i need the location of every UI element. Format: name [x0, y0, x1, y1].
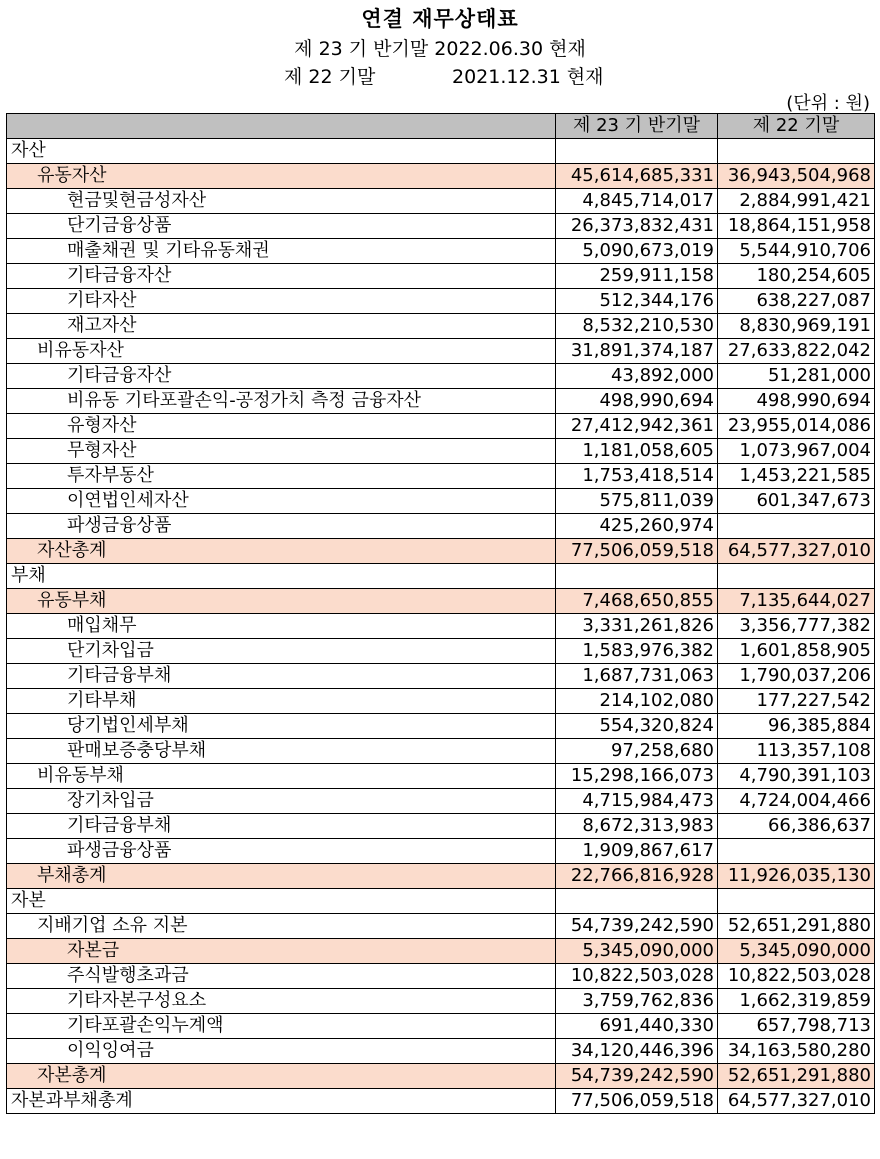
table-row	[7, 239, 875, 264]
account-label: 기타금융자산	[7, 364, 556, 389]
prior-period-value: 1,790,037,206	[718, 664, 875, 689]
current-period-value: 15,298,166,073	[556, 764, 718, 789]
account-label: 기타자본구성요소	[7, 989, 556, 1014]
prior-period-value: 51,281,000	[718, 364, 875, 389]
current-period-value: 214,102,080	[556, 689, 718, 714]
account-label: 파생금융상품	[7, 839, 556, 864]
table-row	[7, 814, 875, 839]
current-period-value: 10,822,503,028	[556, 964, 718, 989]
account-label: 이익잉여금	[7, 1039, 556, 1064]
table-row	[7, 839, 875, 864]
account-label: 단기차입금	[7, 639, 556, 664]
statement-title: 연결 재무상태표	[361, 7, 519, 31]
current-period-value: 31,891,374,187	[556, 339, 718, 364]
current-period-value: 5,345,090,000	[556, 939, 718, 964]
table-row	[7, 164, 875, 189]
balance-sheet-table	[6, 113, 875, 1114]
current-period-value: 8,672,313,983	[556, 814, 718, 839]
table-row	[7, 539, 875, 564]
table-row	[7, 1039, 875, 1064]
current-period-value: 27,412,942,361	[556, 414, 718, 439]
current-period-value: 425,260,974	[556, 514, 718, 539]
prior-period-value: 64,577,327,010	[718, 1089, 875, 1114]
current-period-value: 1,909,867,617	[556, 839, 718, 864]
prior-period-value: 5,345,090,000	[718, 939, 875, 964]
table-row	[7, 189, 875, 214]
account-label: 파생금융상품	[7, 514, 556, 539]
account-label: 자산	[7, 139, 556, 164]
table-row	[7, 564, 875, 589]
prior-period-value: 657,798,713	[718, 1014, 875, 1039]
prior-period-value: 66,386,637	[718, 814, 875, 839]
account-label: 이연법인세자산	[7, 489, 556, 514]
table-row	[7, 914, 875, 939]
current-period-value: 54,739,242,590	[556, 1064, 718, 1089]
account-label: 부채총계	[7, 864, 556, 889]
prior-period-value: 18,864,151,958	[718, 214, 875, 239]
current-period-value: 1,583,976,382	[556, 639, 718, 664]
account-label: 지배기업 소유 지본	[7, 914, 556, 939]
prior-period-value: 1,662,319,859	[718, 989, 875, 1014]
table-row	[7, 939, 875, 964]
account-label: 판매보증충당부채	[7, 739, 556, 764]
current-period-value: 77,506,059,518	[556, 539, 718, 564]
prior-period-value: 7,135,644,027	[718, 589, 875, 614]
table-row	[7, 439, 875, 464]
current-period-value: 3,331,261,826	[556, 614, 718, 639]
prior-period-value: 23,955,014,086	[718, 414, 875, 439]
current-period-value: 4,715,984,473	[556, 789, 718, 814]
table-row	[7, 364, 875, 389]
table-row	[7, 339, 875, 364]
current-period-value: 259,911,158	[556, 264, 718, 289]
current-period-value: 3,759,762,836	[556, 989, 718, 1014]
prior-period-value: 498,990,694	[718, 389, 875, 414]
table-row	[7, 714, 875, 739]
table-row	[7, 764, 875, 789]
period-current: 제 23 기 반기말 2022.06.30 현재	[294, 38, 586, 60]
prior-period-value: 4,790,391,103	[718, 764, 875, 789]
current-period-value: 512,344,176	[556, 289, 718, 314]
header-prior-period: 제 22 기말	[718, 114, 875, 139]
current-period-value	[556, 564, 718, 589]
prior-period-value: 1,601,858,905	[718, 639, 875, 664]
table-row	[7, 1064, 875, 1089]
account-label: 유형자산	[7, 414, 556, 439]
prior-period-value	[718, 889, 875, 914]
current-period-value: 77,506,059,518	[556, 1089, 718, 1114]
account-label: 자산총계	[7, 539, 556, 564]
table-row	[7, 1014, 875, 1039]
prior-period-value: 2,884,991,421	[718, 189, 875, 214]
account-label: 매출채권 및 기타유동채권	[7, 239, 556, 264]
account-label: 기타포괄손익누계액	[7, 1014, 556, 1039]
table-row	[7, 739, 875, 764]
prior-period-value: 52,651,291,880	[718, 1064, 875, 1089]
current-period-value	[556, 139, 718, 164]
table-row	[7, 864, 875, 889]
current-period-value: 43,892,000	[556, 364, 718, 389]
table-row	[7, 214, 875, 239]
current-period-value: 4,845,714,017	[556, 189, 718, 214]
current-period-value: 1,181,058,605	[556, 439, 718, 464]
prior-period-value: 4,724,004,466	[718, 789, 875, 814]
prior-period-value: 34,163,580,280	[718, 1039, 875, 1064]
prior-period-value: 3,356,777,382	[718, 614, 875, 639]
prior-period-value: 177,227,542	[718, 689, 875, 714]
prior-period-value: 8,830,969,191	[718, 314, 875, 339]
prior-period-value: 1,073,967,004	[718, 439, 875, 464]
account-label: 자본	[7, 889, 556, 914]
table-row	[7, 414, 875, 439]
current-period-value: 97,258,680	[556, 739, 718, 764]
prior-period-value	[718, 514, 875, 539]
account-label: 주식발행초과금	[7, 964, 556, 989]
table-row	[7, 314, 875, 339]
prior-period-value: 638,227,087	[718, 289, 875, 314]
account-label: 장기차입금	[7, 789, 556, 814]
current-period-value: 691,440,330	[556, 1014, 718, 1039]
current-period-value: 8,532,210,530	[556, 314, 718, 339]
current-period-value: 22,766,816,928	[556, 864, 718, 889]
prior-period-value	[718, 139, 875, 164]
account-label: 무형자산	[7, 439, 556, 464]
table-row	[7, 614, 875, 639]
account-label: 재고자산	[7, 314, 556, 339]
prior-period-value: 52,651,291,880	[718, 914, 875, 939]
table-row	[7, 464, 875, 489]
header-row	[7, 114, 875, 139]
table-row	[7, 689, 875, 714]
account-label: 단기금융상품	[7, 214, 556, 239]
table-row	[7, 514, 875, 539]
current-period-value	[556, 889, 718, 914]
table-row	[7, 264, 875, 289]
account-label: 자본과부채총계	[7, 1089, 556, 1114]
period-prior-label: 제 22 기말	[284, 66, 376, 88]
table-row	[7, 889, 875, 914]
table-row	[7, 139, 875, 164]
account-label: 유동자산	[7, 164, 556, 189]
prior-period-value: 11,926,035,130	[718, 864, 875, 889]
prior-period-value	[718, 564, 875, 589]
account-label: 비유동부채	[7, 764, 556, 789]
prior-period-value: 180,254,605	[718, 264, 875, 289]
table-row	[7, 989, 875, 1014]
table-row	[7, 639, 875, 664]
current-period-value: 575,811,039	[556, 489, 718, 514]
account-label: 기타금융부채	[7, 664, 556, 689]
prior-period-value: 5,544,910,706	[718, 239, 875, 264]
account-label: 기타자산	[7, 289, 556, 314]
header-account	[7, 114, 556, 139]
current-period-value: 5,090,673,019	[556, 239, 718, 264]
prior-period-value: 96,385,884	[718, 714, 875, 739]
account-label: 자본금	[7, 939, 556, 964]
table-row	[7, 589, 875, 614]
unit-label: (단위 : 원)	[786, 93, 870, 114]
prior-period-value: 10,822,503,028	[718, 964, 875, 989]
prior-period-value	[718, 839, 875, 864]
current-period-value: 26,373,832,431	[556, 214, 718, 239]
prior-period-value: 64,577,327,010	[718, 539, 875, 564]
current-period-value: 1,753,418,514	[556, 464, 718, 489]
current-period-value: 34,120,446,396	[556, 1039, 718, 1064]
account-label: 비유동자산	[7, 339, 556, 364]
account-label: 유동부채	[7, 589, 556, 614]
current-period-value: 54,739,242,590	[556, 914, 718, 939]
current-period-value: 45,614,685,331	[556, 164, 718, 189]
table-row	[7, 489, 875, 514]
current-period-value: 498,990,694	[556, 389, 718, 414]
account-label: 당기법인세부채	[7, 714, 556, 739]
account-label: 자본총계	[7, 1064, 556, 1089]
prior-period-value: 27,633,822,042	[718, 339, 875, 364]
prior-period-value: 601,347,673	[718, 489, 875, 514]
current-period-value: 554,320,824	[556, 714, 718, 739]
account-label: 비유동 기타포괄손익-공정가치 측정 금융자산	[7, 389, 556, 414]
table-row	[7, 289, 875, 314]
table-row	[7, 664, 875, 689]
account-label: 투자부동산	[7, 464, 556, 489]
prior-period-value: 113,357,108	[718, 739, 875, 764]
current-period-value: 1,687,731,063	[556, 664, 718, 689]
table-row	[7, 1089, 875, 1114]
account-label: 현금및현금성자산	[7, 189, 556, 214]
account-label: 기타부채	[7, 689, 556, 714]
account-label: 기타금융부채	[7, 814, 556, 839]
account-label: 매입채무	[7, 614, 556, 639]
prior-period-value: 36,943,504,968	[718, 164, 875, 189]
header-current-period: 제 23 기 반기말	[556, 114, 718, 139]
account-label: 기타금융자산	[7, 264, 556, 289]
table-row	[7, 964, 875, 989]
prior-period-value: 1,453,221,585	[718, 464, 875, 489]
account-label: 부채	[7, 564, 556, 589]
table-row	[7, 389, 875, 414]
current-period-value: 7,468,650,855	[556, 589, 718, 614]
period-prior-date: 2021.12.31 현재	[452, 66, 604, 88]
table-row	[7, 789, 875, 814]
